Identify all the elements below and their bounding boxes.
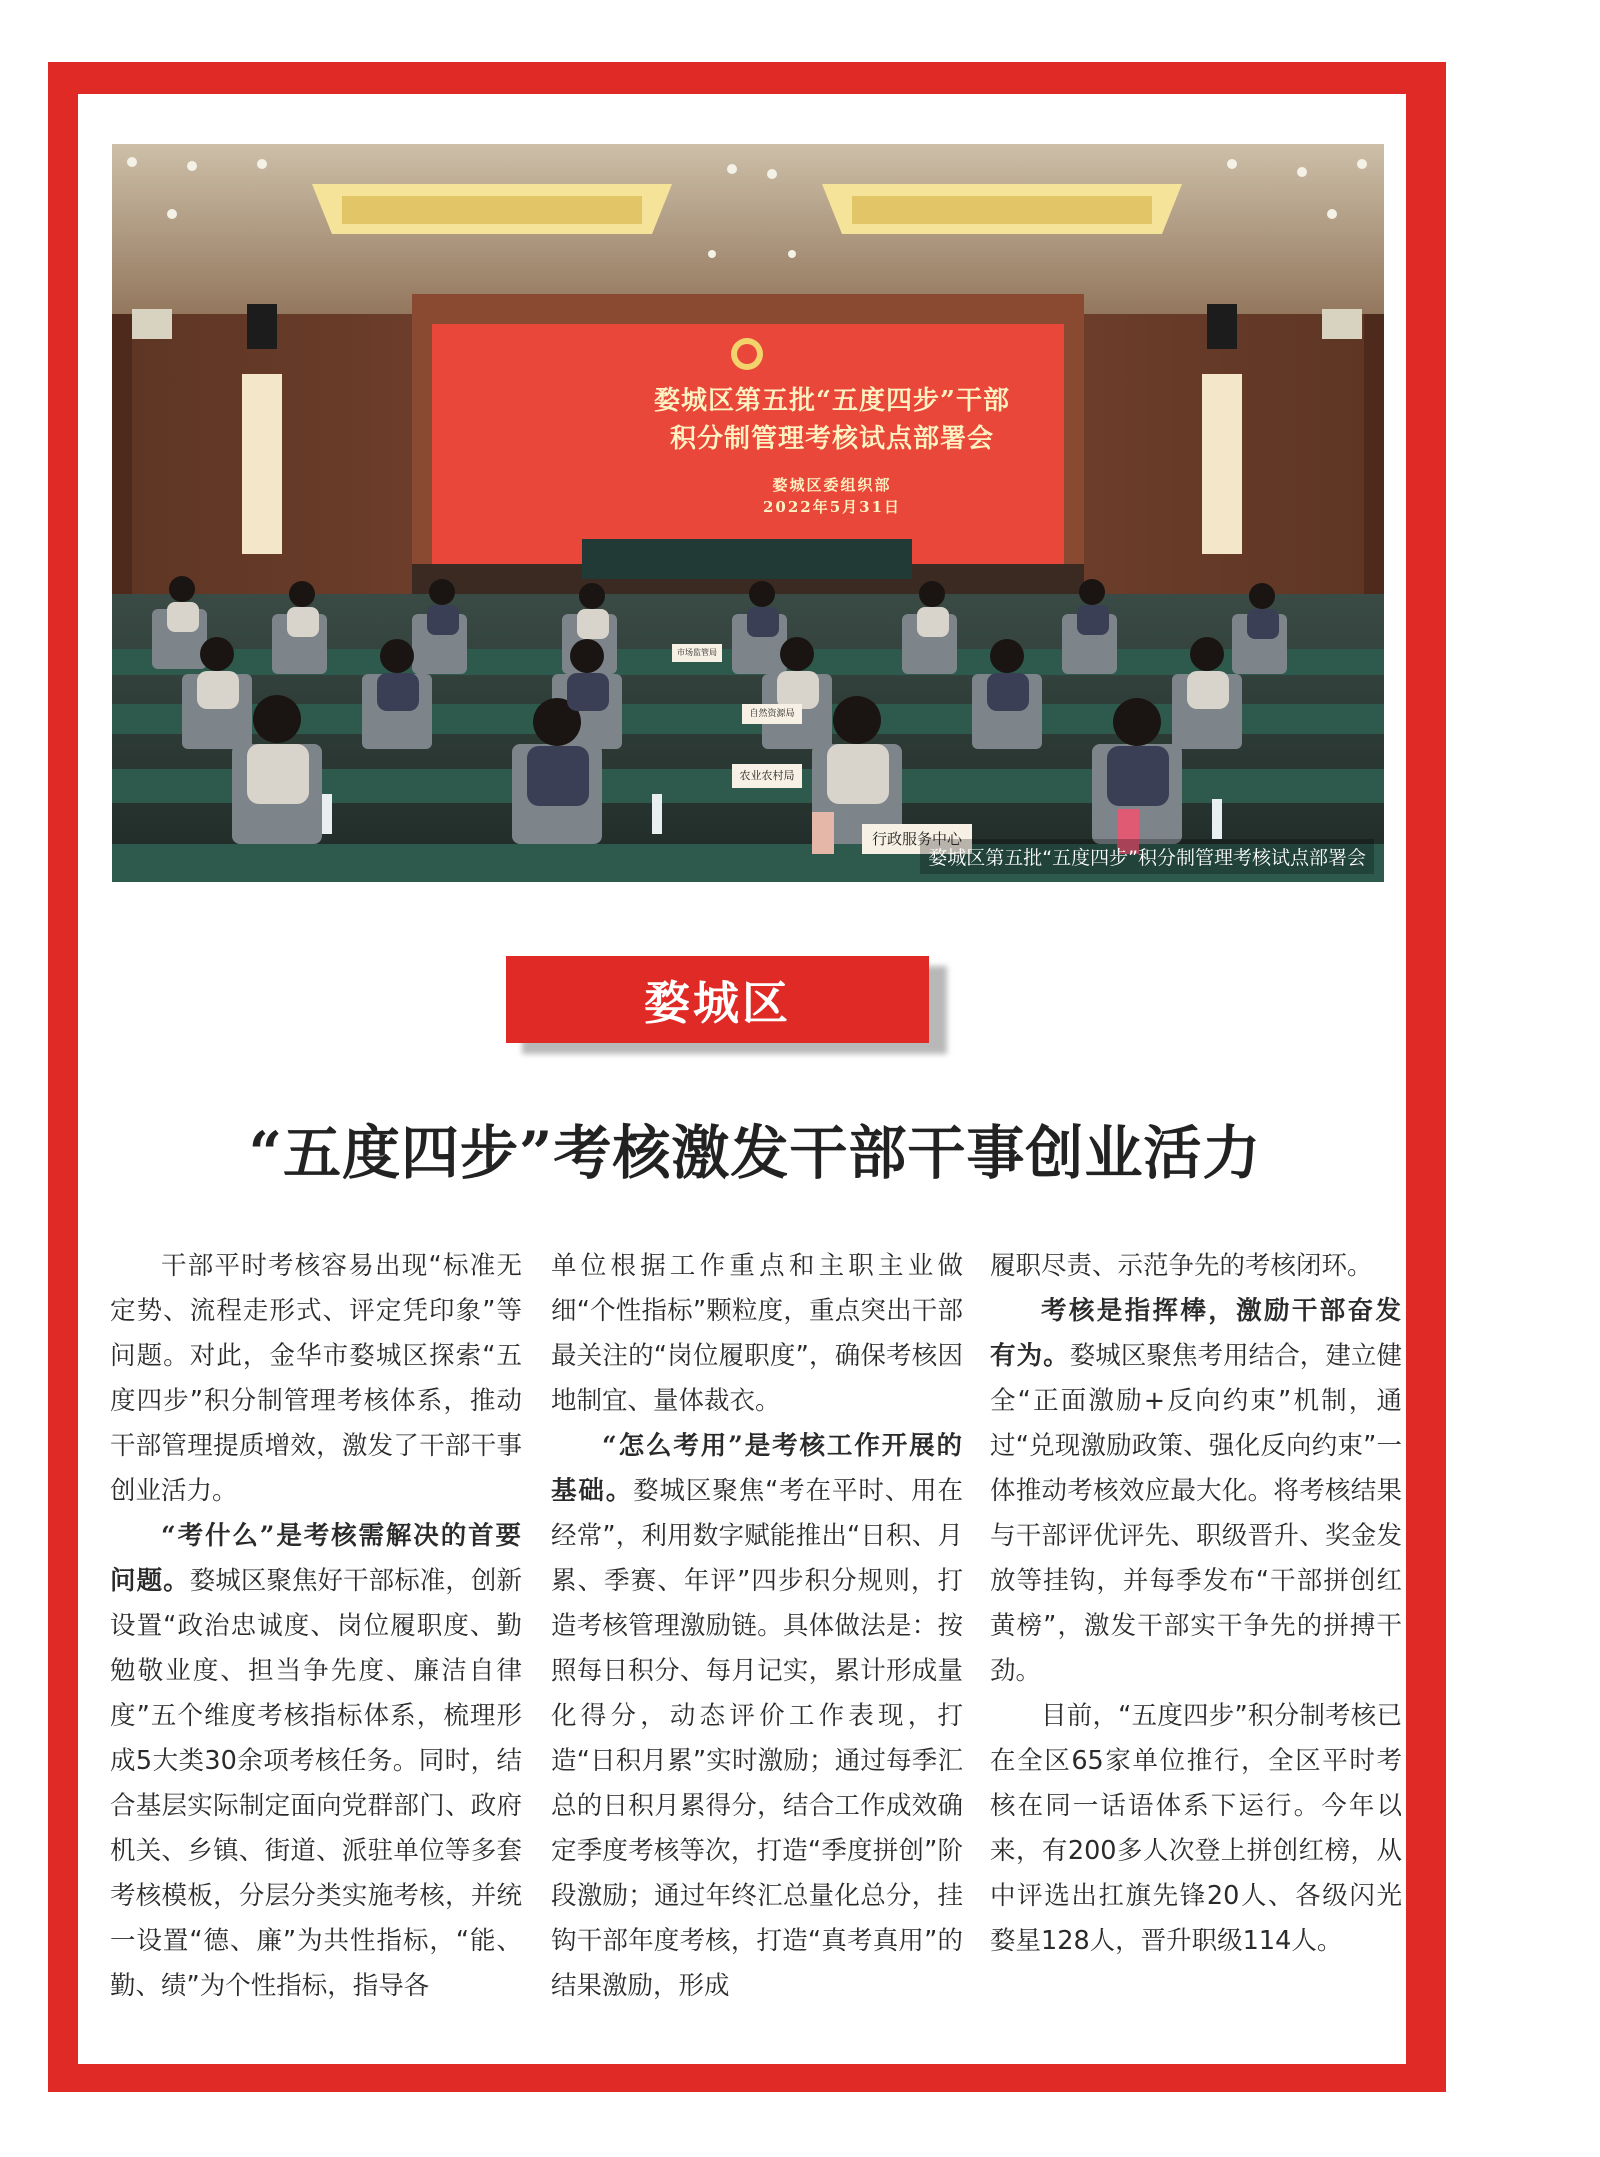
paragraph: 目前，“五度四步”积分制考核已在全区65家单位推行，全区平时考核在同一话语体系下运行。今年以来，有200多人次登上拼创红榜，从中评选出扛旗先锋20人、各级闪光婺星128人，晋升职级114人。 (990, 1701, 1402, 1956)
paragraph: 履职尽责、示范争先的考核闭环。 (990, 1251, 1373, 1281)
screen-title-line2: 积分制管理考核试点部署会 (669, 424, 994, 454)
article-column-2 (551, 1244, 963, 2009)
article-column-3 (990, 1244, 1402, 1964)
paragraph-body: 婺城区聚焦好干部标准，创新设置“政治忠诚度、岗位履职度、勤勉敬业度、担当争先度、廉洁自律度”五个维度考核指标体系，梳理形成5大类30余项考核任务。同时，结合基层实际制定面向党群部门、政府机关、乡镇、街道、派驻单位等多套考核模板，分层分类实施考核，并统一设置“德、廉”为共性指标，“能、勤、绩”为个性指标，指导各 (110, 1566, 522, 2001)
paragraph (551, 1424, 963, 2009)
meeting-photo (112, 144, 1384, 882)
name-card: 市场监管局 (677, 648, 717, 657)
name-card: 农业农村局 (739, 769, 795, 782)
name-card: 行政服务中心 (871, 830, 962, 848)
paragraph-lead: 考核是指挥棒，激励干部奋发有为。 (990, 1296, 1402, 1371)
paragraph: 干部平时考核容易出现“标准无定势、流程走形式、评定凭印象”等问题。对此，金华市婺城区探索“五度四步”积分制管理考核体系，推动干部管理提质增效，激发了干部干事创业活力。 (110, 1251, 522, 1506)
paragraph-body: 婺城区聚焦“考在平时、用在经常”，利用数字赋能推出“日积、月累、季赛、年评”四步积分规则，打造考核管理激励链。具体做法是：按照每日积分、每月记实，累计形成量化得分，动态评价工作表现，打造“日积月累”实时激励；通过每季汇总的日积月累得分，结合工作成效确定季度考核等次，打造“季度拼创”阶段激励；通过年终汇总量化总分，挂钩干部年度考核，打造“真考真用”的结果激励，形成 (551, 1476, 963, 2001)
photo-caption: 婺城区第五批“五度四步”积分制管理考核试点部署会 (920, 839, 1374, 874)
paragraph (110, 1514, 522, 2009)
paragraph-lead: “考什么”是考核需解决的首要问题。 (110, 1521, 522, 1596)
article-column-1 (110, 1244, 522, 2009)
paragraph-body: 婺城区聚焦考用结合，建立健全“正面激励+反向约束”机制，通过“兑现激励政策、强化反向约束”一体推动考核效应最大化。将考核结果与干部评优评先、职级晋升、奖金发放等挂钩，并每季发布“干部拼创红黄榜”，激发干部实干争先的拼搏干劲。 (990, 1341, 1402, 1686)
screen-organizer: 婺城区委组织部 (772, 476, 892, 494)
screen-date: 2022年5月31日 (762, 498, 902, 516)
paragraph-lead: “怎么考用”是考核工作开展的基础。 (551, 1431, 963, 1506)
screen-title-line1: 婺城区第五批“五度四步”干部 (654, 386, 1010, 416)
paragraph: 单位根据工作重点和主职主业做细“个性指标”颗粒度，重点突出干部最关注的“岗位履职度”，确保考核因地制宜、量体裁衣。 (551, 1251, 963, 1416)
article-title: “五度四步”考核激发干部干事创业活力 (248, 1119, 1262, 1187)
paragraph (990, 1289, 1402, 1694)
name-card: 自然资源局 (749, 709, 795, 719)
district-banner: 婺城区 (506, 956, 929, 1043)
